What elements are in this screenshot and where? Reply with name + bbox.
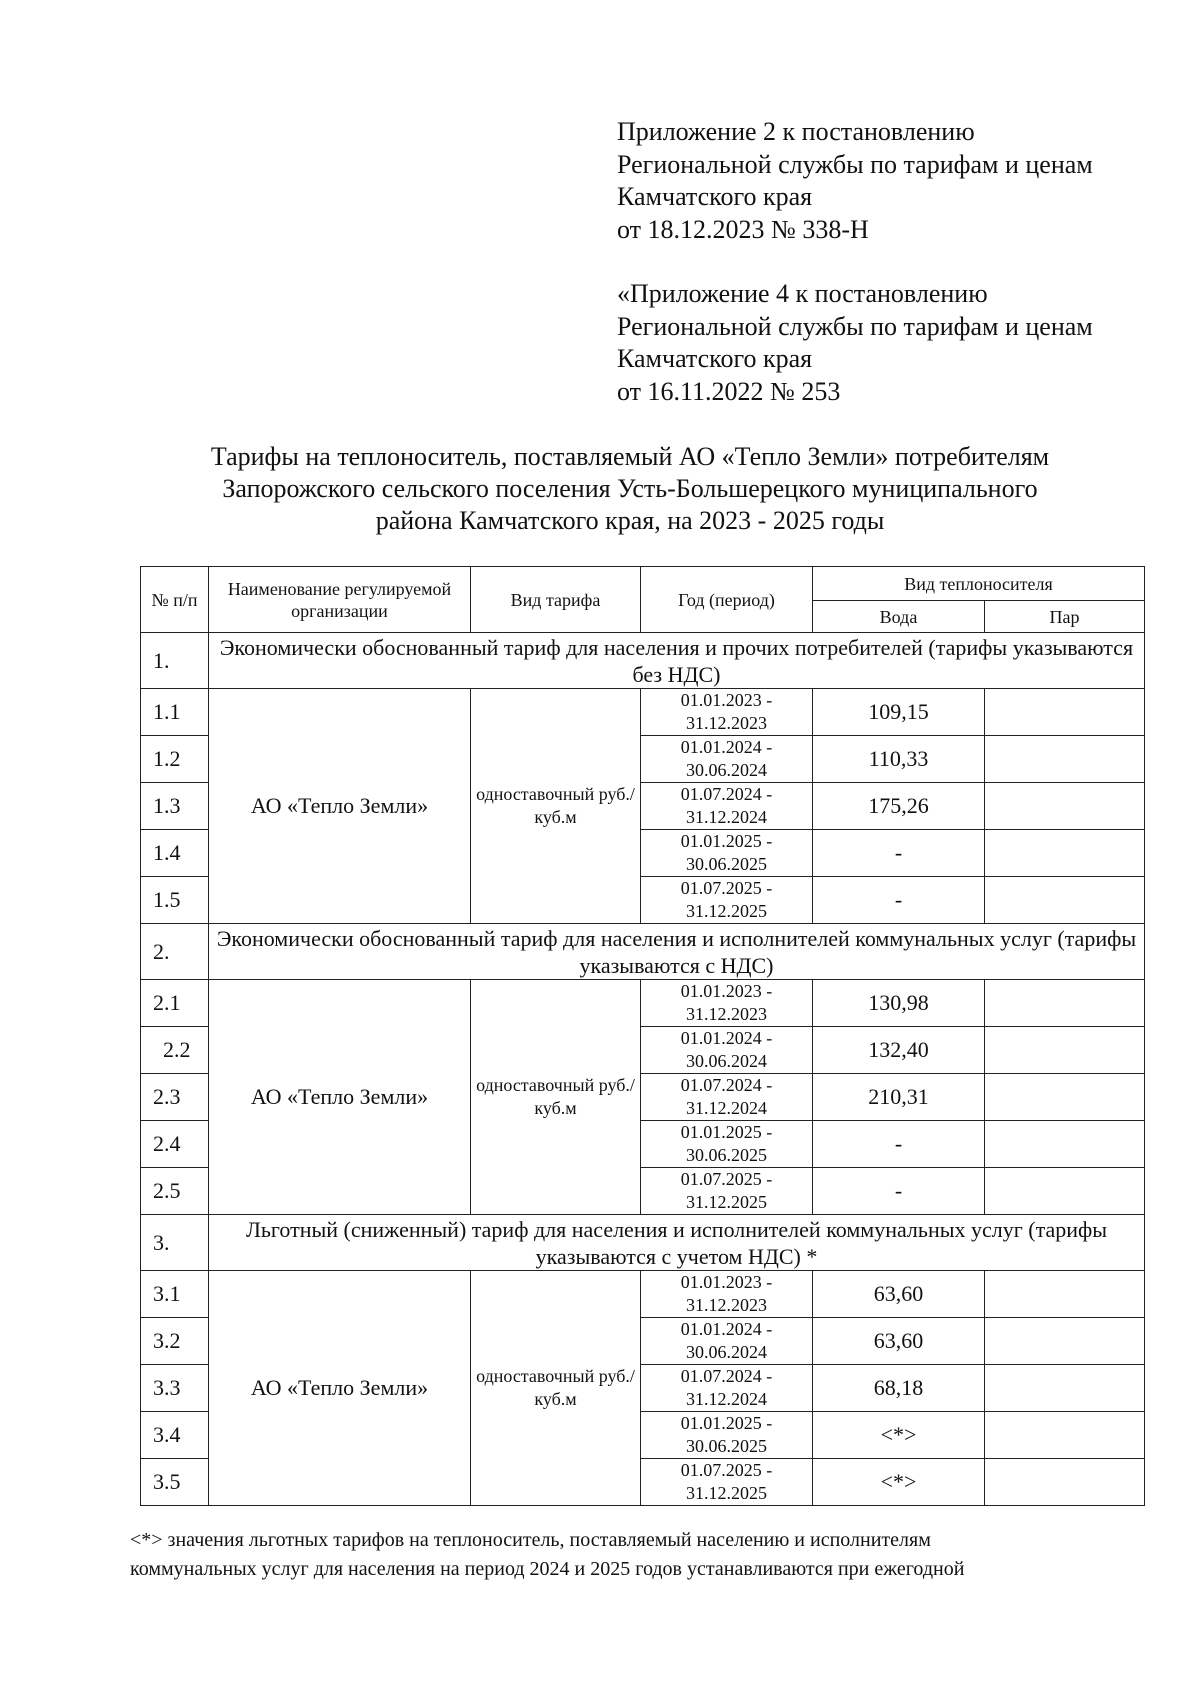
appendix-header-line: Камчатского края (617, 182, 813, 211)
original-appendix-header-line: «Приложение 4 к постановлению (617, 279, 988, 308)
row-number: 2.5 (141, 1168, 209, 1215)
period: 01.01.2024 - 30.06.2024 (641, 1318, 813, 1365)
water-tariff: 132,40 (813, 1027, 985, 1074)
steam-tariff (985, 736, 1145, 783)
period: 01.01.2024 - 30.06.2024 (641, 1027, 813, 1074)
period: 01.07.2025 - 31.12.2025 (641, 1168, 813, 1215)
header-steam: Пар (985, 601, 1145, 633)
period: 01.07.2024 - 31.12.2024 (641, 783, 813, 830)
original-appendix-header-line: Камчатского края (617, 344, 813, 373)
row-number: 3.2 (141, 1318, 209, 1365)
steam-tariff (985, 980, 1145, 1027)
section-number: 1. (141, 633, 209, 689)
period: 01.01.2025 - 30.06.2025 (641, 1412, 813, 1459)
footnote (130, 1526, 1144, 1584)
section-title: Льготный (сниженный) тариф для населения и исполнителей коммунальных услуг (тарифы указываются с учетом НДС) * (209, 1215, 1145, 1271)
document-title-line: Запорожского сельского поселения Усть-Большерецкого муниципального (222, 474, 1038, 503)
period: 01.07.2025 - 31.12.2025 (641, 1459, 813, 1506)
original-appendix-header (617, 278, 1177, 408)
row-number: 3.3 (141, 1365, 209, 1412)
row-number: 3.5 (141, 1459, 209, 1506)
document-title (130, 441, 1130, 537)
row-number: 2.2 (141, 1027, 209, 1074)
header-num: № п/п (141, 567, 209, 633)
period: 01.01.2025 - 30.06.2025 (641, 830, 813, 877)
appendix-header-line: Приложение 2 к постановлению (617, 117, 975, 146)
water-tariff: 110,33 (813, 736, 985, 783)
document-title-line: района Камчатского края, на 2023 - 2025 годы (375, 506, 885, 535)
row-number: 1.2 (141, 736, 209, 783)
tariff-type: одноставочный руб./куб.м (471, 1271, 641, 1506)
water-tariff: - (813, 877, 985, 924)
steam-tariff (985, 1027, 1145, 1074)
appendix-header-line: Региональной службы по тарифам и ценам (617, 149, 1093, 179)
header-tariff-type: Вид тарифа (471, 567, 641, 633)
steam-tariff (985, 1074, 1145, 1121)
row-number: 2.1 (141, 980, 209, 1027)
header-heat-carrier: Вид теплоносителя (813, 567, 1145, 601)
row-number: 3.1 (141, 1271, 209, 1318)
water-tariff: 130,98 (813, 980, 985, 1027)
section-row (141, 633, 1145, 689)
water-tariff: 63,60 (813, 1271, 985, 1318)
header-period: Год (период) (641, 567, 813, 633)
steam-tariff (985, 830, 1145, 877)
steam-tariff (985, 783, 1145, 830)
footnote-line: <*> значения льготных тарифов на теплоноситель, поставляемый населению и исполнителям (130, 1529, 931, 1551)
period: 01.01.2025 - 30.06.2025 (641, 1121, 813, 1168)
steam-tariff (985, 1121, 1145, 1168)
footnote-line: коммунальных услуг для населения на период 2024 и 2025 годов устанавливаются при ежегодной (130, 1558, 965, 1580)
steam-tariff (985, 1318, 1145, 1365)
table-row (141, 980, 1145, 1027)
steam-tariff (985, 1168, 1145, 1215)
water-tariff: <*> (813, 1459, 985, 1506)
section-row (141, 1215, 1145, 1271)
water-tariff: - (813, 830, 985, 877)
original-appendix-header-line: от 16.11.2022 № 253 (617, 376, 841, 406)
section-title: Экономически обоснованный тариф для населения и прочих потребителей (тарифы указываются без НДС) (209, 633, 1145, 689)
section-title: Экономически обоснованный тариф для населения и исполнителей коммунальных услуг (тарифы указываются с НДС) (209, 924, 1145, 980)
water-tariff: 68,18 (813, 1365, 985, 1412)
row-number: 1.5 (141, 877, 209, 924)
steam-tariff (985, 1459, 1145, 1506)
period: 01.01.2023 - 31.12.2023 (641, 980, 813, 1027)
water-tariff: <*> (813, 1412, 985, 1459)
water-tariff: - (813, 1168, 985, 1215)
period: 01.07.2025 - 31.12.2025 (641, 877, 813, 924)
period: 01.01.2024 - 30.06.2024 (641, 736, 813, 783)
period: 01.01.2023 - 31.12.2023 (641, 689, 813, 736)
section-row (141, 924, 1145, 980)
steam-tariff (985, 689, 1145, 736)
row-number: 2.3 (141, 1074, 209, 1121)
table-row (141, 689, 1145, 736)
water-tariff: 109,15 (813, 689, 985, 736)
table-row (141, 1271, 1145, 1318)
organization-name: АО «Тепло Земли» (209, 1271, 471, 1506)
original-appendix-header-line: Региональной службы по тарифам и ценам (617, 311, 1093, 341)
tariff-table (140, 566, 1145, 1506)
appendix-header (617, 116, 1177, 246)
water-tariff: 175,26 (813, 783, 985, 830)
header-water: Вода (813, 601, 985, 633)
tariff-type: одноставочный руб./куб.м (471, 689, 641, 924)
water-tariff: 63,60 (813, 1318, 985, 1365)
water-tariff: - (813, 1121, 985, 1168)
row-number: 3.4 (141, 1412, 209, 1459)
period: 01.07.2024 - 31.12.2024 (641, 1074, 813, 1121)
period: 01.01.2023 - 31.12.2023 (641, 1271, 813, 1318)
section-number: 2. (141, 924, 209, 980)
row-number: 1.1 (141, 689, 209, 736)
water-tariff: 210,31 (813, 1074, 985, 1121)
row-number: 1.4 (141, 830, 209, 877)
document-title-line: Тарифы на теплоноситель, поставляемый АО «Тепло Земли» потребителям (210, 442, 1050, 471)
section-number: 3. (141, 1215, 209, 1271)
row-number: 2.4 (141, 1121, 209, 1168)
row-number: 1.3 (141, 783, 209, 830)
steam-tariff (985, 877, 1145, 924)
steam-tariff (985, 1365, 1145, 1412)
organization-name: АО «Тепло Земли» (209, 689, 471, 924)
appendix-header-line: от 18.12.2023 № 338-Н (617, 214, 869, 244)
organization-name: АО «Тепло Земли» (209, 980, 471, 1215)
period: 01.07.2024 - 31.12.2024 (641, 1365, 813, 1412)
steam-tariff (985, 1271, 1145, 1318)
header-organization: Наименование регулируемой организации (209, 567, 471, 633)
steam-tariff (985, 1412, 1145, 1459)
tariff-type: одноставочный руб./куб.м (471, 980, 641, 1215)
